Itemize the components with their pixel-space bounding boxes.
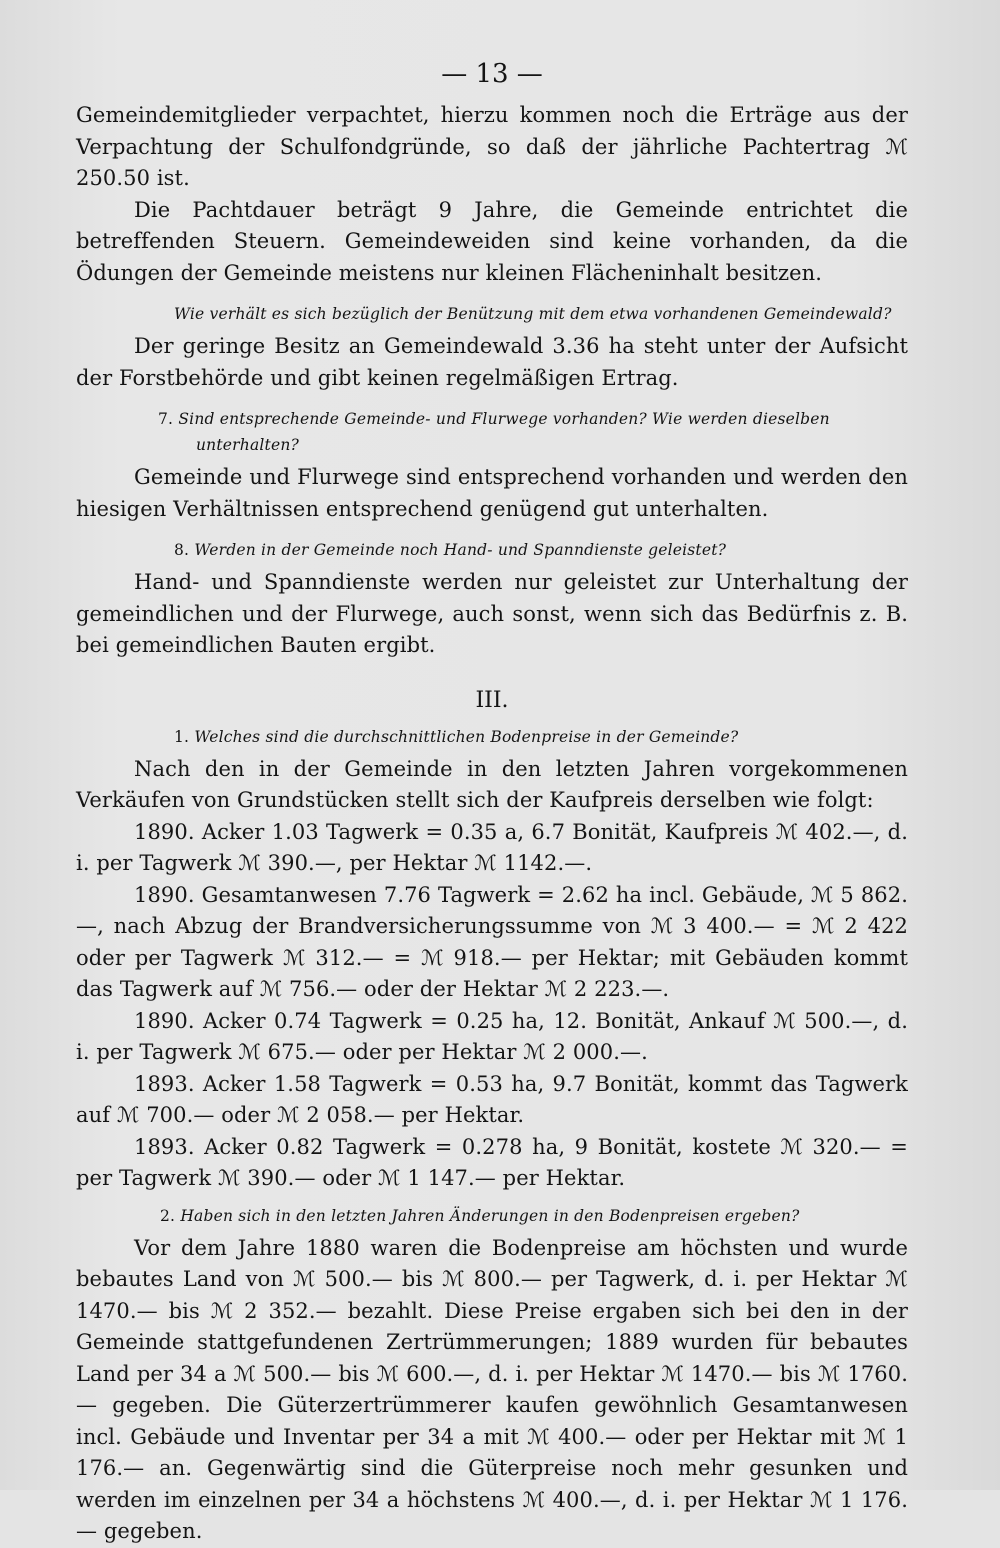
answer-8: Hand- und Spanndienste werden nur geleistet zur Unterhaltung der gemeindlichen und der Flurwege, auch sonst, wenn sich das Bedürfnis z. B. bei gemeindlichen Bauten ergibt. (76, 570, 908, 657)
question-iii-1-number: 1. (174, 727, 190, 746)
question-8-number: 8. (174, 541, 190, 559)
sale-entry-2: 1890. Gesamtanwesen 7.76 Tagwerk = 2.62 ha incl. Gebäude, ℳ 5 862.—, nach Abzug der Brandversicherungssumme von ℳ 3 400.— = ℳ 2 422 oder per Tagwerk ℳ 312.— = ℳ 918.— per Hektar; mit Gebäuden kommt das Tagwerk auf ℳ 756.— oder der Hektar ℳ 2 223.—. (76, 882, 908, 1001)
question-gemeindewald: Wie verhält es sich bezüglich der Benützung mit dem etwa vorhandenen Gemeindewald? (174, 305, 892, 323)
question-iii-2 (76, 1203, 908, 1229)
question-8 (76, 537, 908, 563)
question-iii-1-text: Welches sind die durchschnittlichen Bodenpreise in der Gemeinde? (194, 727, 739, 746)
sale-entry-5: 1893. Acker 0.82 Tagwerk = 0.278 ha, 9 Bonität, kostete ℳ 320.— = per Tagwerk ℳ 390.— oder ℳ 1 147.— per Hektar. (76, 1134, 908, 1190)
answer-7: Gemeinde und Flurwege sind entsprechend vorhanden und werden den hiesigen Verhältnissen entsprechend genügend gut unterhalten. (76, 465, 908, 521)
question-iii-2-text: Haben sich in den letzten Jahren Änderungen in den Bodenpreisen ergeben? (180, 1206, 800, 1225)
question-7-text: Sind entsprechende Gemeinde- und Flurwege vorhanden? Wie werden dieselben unterhalten? (178, 410, 830, 454)
paragraph-pachtdauer: Die Pachtdauer beträgt 9 Jahre, die Gemeinde entrichtet die betreffenden Steuern. Gemeindeweiden sind keine vorhanden, da die Ödungen der Gemeinde meistens nur kleinen Flächeninhalt besitzen. (76, 197, 908, 285)
question-7-number: 7. (158, 410, 174, 428)
sale-entry-4: 1893. Acker 1.58 Tagwerk = 0.53 ha, 9.7 Bonität, kommt das Tagwerk auf ℳ 700.— oder ℳ 2 058.— per Hektar. (76, 1071, 908, 1127)
question-iii-1 (76, 724, 908, 750)
answer-iii-2: Vor dem Jahre 1880 waren die Bodenpreise am höchsten und wurde bebautes Land von ℳ 500.— bis ℳ 800.— per Tagwerk, d. i. per Hektar ℳ 1470.— bis ℳ 2 352.— bezahlt. Diese Preise ergaben sich bei den in der Gemeinde stattgefundenen Zertrümmerungen; 1889 wurden für bebautes Land per 34 a ℳ 500.— bis ℳ 600.—, d. i. per Hektar ℳ 1470.— bis ℳ 1760.— gegeben. Die Güterzertrümmerer kaufen gewöhnlich Gesamtanwesen incl. Gebäude und Inventar per 34 a mit ℳ 400.— oder per Hektar mit ℳ 1 176.— an. Gegenwärtig sind die Güterpreise noch mehr gesunken und werden im einzelnen per 34 a höchstens ℳ 400.—, d. i. per Hektar ℳ 1 176.— gegeben. (76, 1235, 908, 1543)
question-7 (76, 406, 908, 458)
sale-entry-3: 1890. Acker 0.74 Tagwerk = 0.25 ha, 12. Bonität, Ankauf ℳ 500.—, d. i. per Tagwerk ℳ 675.— oder per Hektar ℳ 2 000.—. (76, 1008, 908, 1064)
question-iii-2-number: 2. (160, 1206, 176, 1225)
paragraph-pachtertrag: Gemeindemitglieder verpachtet, hierzu kommen noch die Erträge aus der Verpachtung der Schulfondgründe, so daß der jährliche Pachtertrag ℳ 250.50 ist. (76, 103, 908, 190)
section-heading-iii: III. (475, 687, 509, 713)
answer-iii-1-intro: Nach den in der Gemeinde in den letzten Jahren vorgekommenen Verkäufen von Grundstücken stellt sich der Kaufpreis derselben wie folgt: (76, 756, 908, 812)
answer-gemeindewald: Der geringe Besitz an Gemeindewald 3.36 ha steht unter der Aufsicht der Forstbehörde und gibt keinen regelmäßigen Ertrag. (76, 334, 908, 390)
page-number: — 13 — (441, 59, 543, 89)
question-8-text: Werden in der Gemeinde noch Hand- und Spanndienste geleistet? (194, 541, 727, 559)
sale-entry-1: 1890. Acker 1.03 Tagwerk = 0.35 a, 6.7 Bonität, Kaufpreis ℳ 402.—, d. i. per Tagwerk ℳ 390.—, per Hektar ℳ 1142.—. (76, 819, 908, 875)
